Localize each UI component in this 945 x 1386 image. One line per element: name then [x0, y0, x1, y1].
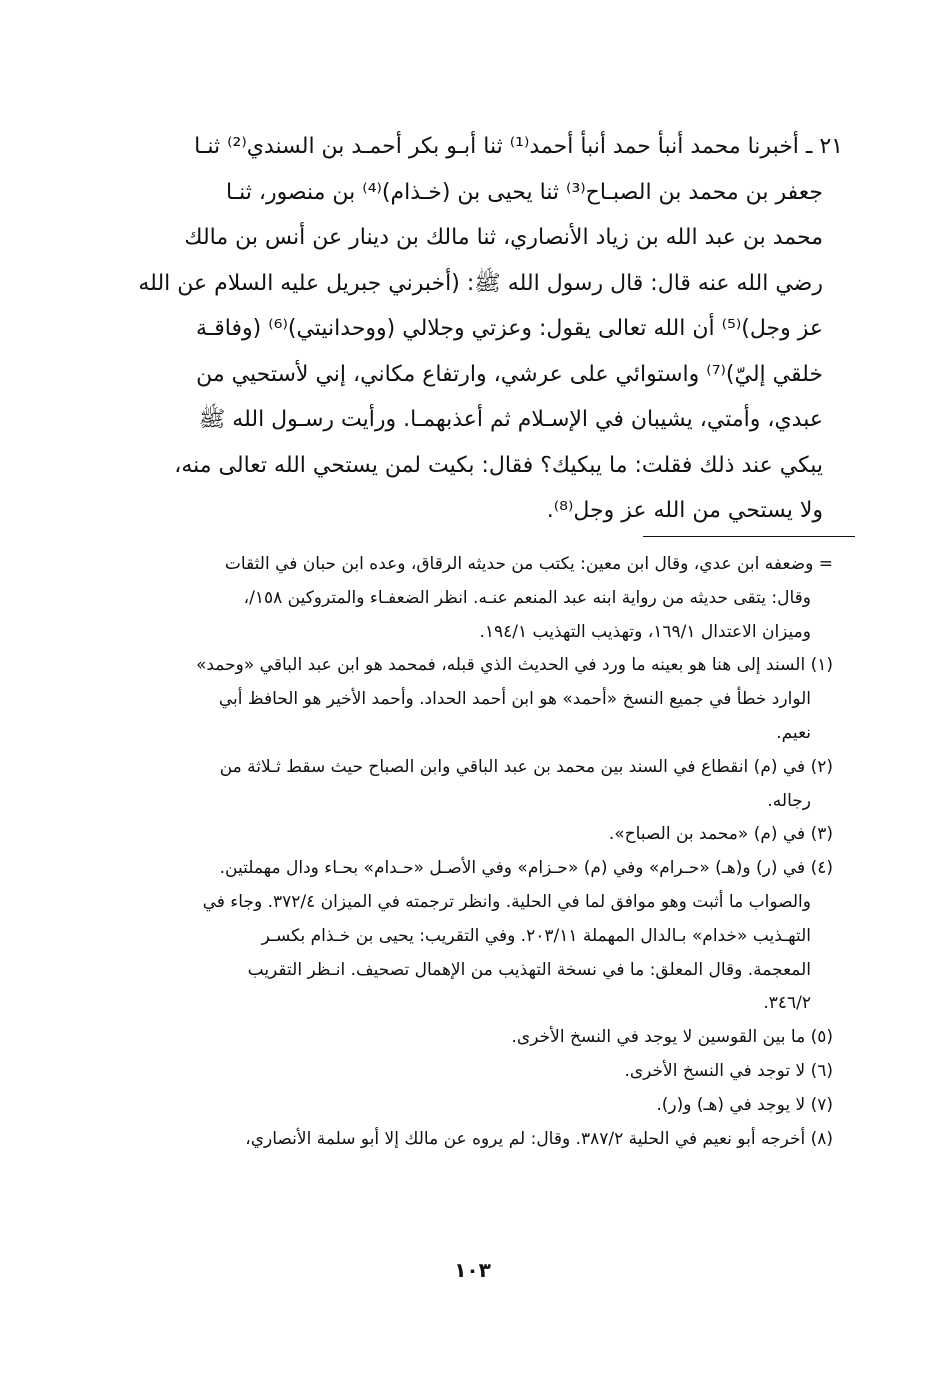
hadith-line: رضي الله عنه قال: قال رسول الله ﷺ: (أخبرني جبريل عليه السلام عن الله	[138, 270, 823, 296]
footnote-line: نعيم.	[776, 722, 811, 743]
hadith-line: عبدي، وأمتي، يشيبان في الإسـلام ثم أعذبهمـا. ورأيت رسـول الله ﷺ	[198, 407, 823, 432]
footnote-line: ٣٤٦/٢.	[763, 993, 811, 1014]
footnote-line: والصواب ما أثبت وهو موافق لما في الحلية. وانظر ترجمته في الميزان ٣٧٢/٤. وجاء في	[202, 891, 811, 912]
hadith-line: ولا يستحي من الله عز وجل⁽⁸⁾.	[546, 498, 823, 523]
footnote-line: التهـذيب «خدام» بـالدال المهملة ٢٠٣/١١. وفي التقريب: يحيى بن خـذام بكسـر	[261, 925, 811, 946]
footnote-line: (١) السند إلى هنا هو بعينه ما ورد في الحديث الذي قبله، فمحمد هو ابن عبد الباقي «وحمد»	[195, 655, 833, 676]
footnote-line: (٣) في (م) «محمد بن الصباح».	[608, 824, 833, 845]
footnote-line: (٧) لا يوجد في (هـ) و(ر).	[656, 1094, 833, 1115]
hadith-line: عز وجل)⁽⁵⁾ أن الله تعالى يقول: وعزتي وجلالي (ووحدانيتي)⁽⁶⁾ (وفاقـة	[196, 316, 823, 341]
footnote-line: المعجمة. وقال المعلق: ما في نسخة التهذيب من الإهمال تصحيف. انـظر التقريب	[247, 959, 811, 980]
footnote-line: وقال: يتقى حديثه من رواية ابنه عبد المنعم عنـه. انظر الضعفـاء والمتروكين ١٥٨/،	[243, 587, 811, 608]
hadith-line: ٢١ ـ أخبرنا محمد أنبأ حمد أنبأ أحمد⁽¹⁾ ثنا أبـو بكر أحمـد بن السندي⁽²⁾ ثنـا	[194, 134, 843, 159]
footnote-line: = وضعفه ابن عدي، وقال ابن معين: يكتب من حديثه الرقاق، وعده ابن حبان في الثقات	[224, 554, 833, 574]
hadith-text	[103, 124, 843, 534]
footnote-line: الوارد خطأ في جميع النسخ «أحمد» هو ابن أحمد الحداد. وأحمد الأخير هو الحافظ أبي	[218, 689, 811, 710]
footnote-line: (٤) في (ر) و(هـ) «حـرام» وفي (م) «حـزام» وفي الأصـل «حـدام» بحـاء ودال مهملتين.	[219, 858, 833, 879]
footnote-line: (٥) ما بين القوسين لا يوجد في النسخ الأخرى.	[511, 1027, 833, 1048]
footnotes	[108, 548, 833, 1156]
footnote-line: (٦) لا توجد في النسخ الأخرى.	[624, 1060, 833, 1081]
footnote-line: رجاله.	[767, 790, 811, 811]
footnote-line: (٢) في (م) انقطاع في السند بين محمد بن عبد الباقي وابن الصباح حيث سقط ثـلاثة من	[219, 756, 833, 777]
hadith-line: خلقي إليّ)⁽⁷⁾ واستوائي على عرشي، وارتفاع مكاني، إني لأستحيي من	[196, 361, 823, 387]
footnote-separator	[643, 536, 855, 537]
footnote-line: وميزان الاعتدال ١٦٩/١، وتهذيب التهذيب ١٩٤/١.	[479, 621, 811, 642]
page-number: ١٠٣	[454, 1258, 491, 1282]
footnote-line: (٨) أخرجه أبو نعيم في الحلية ٣٨٧/٢. وقال: لم يروه عن مالك إلا أبو سلمة الأنصاري،	[245, 1128, 833, 1149]
hadith-line: يبكي عند ذلك فقلت: ما يبكيك؟ فقال: بكيت لمن يستحي الله تعالى منه،	[174, 452, 823, 478]
hadith-line: محمد بن عبد الله بن زياد الأنصاري، ثنا مالك بن دينار عن أنس بن مالك	[184, 225, 823, 250]
hadith-line: جعفر بن محمد بن الصبـاح⁽³⁾ ثنا يحيى بن (خـذام)⁽⁴⁾ بن منصور، ثنـا	[225, 179, 823, 205]
